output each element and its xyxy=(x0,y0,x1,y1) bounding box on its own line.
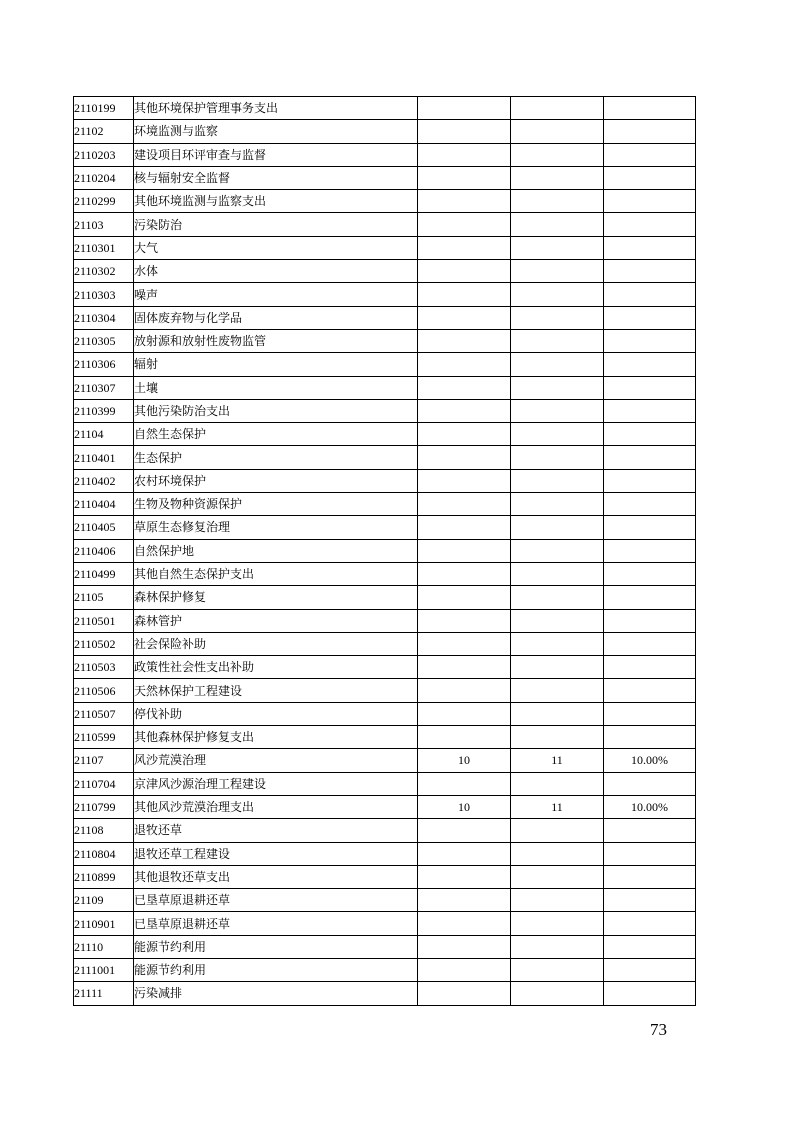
value-cell-1 xyxy=(418,772,511,795)
table-row xyxy=(74,842,696,865)
value-cell-2 xyxy=(511,632,604,655)
table-row xyxy=(74,982,696,1005)
name-cell: 其他污染防治支出 xyxy=(134,399,418,422)
value-cell-2 xyxy=(511,702,604,725)
value-cell-3 xyxy=(604,329,696,352)
code-cell: 2110402 xyxy=(74,469,134,492)
code-cell: 2110299 xyxy=(74,190,134,213)
name-cell: 自然保护地 xyxy=(134,539,418,562)
code-cell: 2110599 xyxy=(74,726,134,749)
value-cell-2 xyxy=(511,562,604,585)
name-cell: 生态保护 xyxy=(134,446,418,469)
value-cell-3 xyxy=(604,143,696,166)
value-cell-1 xyxy=(418,656,511,679)
value-cell-2 xyxy=(511,283,604,306)
value-cell-1 xyxy=(418,702,511,725)
code-cell: 2110303 xyxy=(74,283,134,306)
name-cell: 农村环境保护 xyxy=(134,469,418,492)
value-cell-3 xyxy=(604,376,696,399)
code-cell: 21107 xyxy=(74,749,134,772)
value-cell-1 xyxy=(418,912,511,935)
table-row xyxy=(74,399,696,422)
name-cell: 其他森林保护修复支出 xyxy=(134,726,418,749)
table-row xyxy=(74,632,696,655)
table-row xyxy=(74,772,696,795)
name-cell: 京津风沙源治理工程建设 xyxy=(134,772,418,795)
value-cell-3 xyxy=(604,260,696,283)
name-cell: 森林保护修复 xyxy=(134,586,418,609)
value-cell-1 xyxy=(418,982,511,1005)
value-cell-2 xyxy=(511,656,604,679)
value-cell-2 xyxy=(511,190,604,213)
code-cell: 2110304 xyxy=(74,306,134,329)
code-cell: 21111 xyxy=(74,982,134,1005)
value-cell-3 xyxy=(604,982,696,1005)
value-cell-1 xyxy=(418,143,511,166)
table-row xyxy=(74,539,696,562)
value-cell-3: 10.00% xyxy=(604,749,696,772)
value-cell-1 xyxy=(418,493,511,516)
table-row xyxy=(74,749,696,772)
name-cell: 已垦草原退耕还草 xyxy=(134,889,418,912)
code-cell: 2110799 xyxy=(74,795,134,818)
name-cell: 政策性社会性支出补助 xyxy=(134,656,418,679)
value-cell-3 xyxy=(604,726,696,749)
code-cell: 2110302 xyxy=(74,260,134,283)
name-cell: 土壤 xyxy=(134,376,418,399)
code-cell: 2110301 xyxy=(74,236,134,259)
value-cell-1: 10 xyxy=(418,749,511,772)
table-row xyxy=(74,97,696,120)
code-cell: 21108 xyxy=(74,819,134,842)
value-cell-1 xyxy=(418,586,511,609)
table-row xyxy=(74,562,696,585)
name-cell: 放射源和放射性废物监管 xyxy=(134,329,418,352)
value-cell-3 xyxy=(604,912,696,935)
value-cell-2 xyxy=(511,958,604,981)
value-cell-2 xyxy=(511,539,604,562)
value-cell-2 xyxy=(511,516,604,539)
value-cell-1 xyxy=(418,283,511,306)
value-cell-1 xyxy=(418,819,511,842)
value-cell-3 xyxy=(604,213,696,236)
value-cell-2 xyxy=(511,399,604,422)
value-cell-3 xyxy=(604,935,696,958)
table-row xyxy=(74,236,696,259)
value-cell-2 xyxy=(511,236,604,259)
name-cell: 大气 xyxy=(134,236,418,259)
value-cell-3 xyxy=(604,236,696,259)
value-cell-2 xyxy=(511,609,604,632)
value-cell-3 xyxy=(604,353,696,376)
code-cell: 21103 xyxy=(74,213,134,236)
name-cell: 能源节约利用 xyxy=(134,935,418,958)
value-cell-1 xyxy=(418,306,511,329)
table-row xyxy=(74,935,696,958)
value-cell-2 xyxy=(511,329,604,352)
value-cell-3 xyxy=(604,656,696,679)
value-cell-1 xyxy=(418,679,511,702)
table-row xyxy=(74,726,696,749)
name-cell: 环境监测与监察 xyxy=(134,120,418,143)
value-cell-1 xyxy=(418,353,511,376)
code-cell: 2110203 xyxy=(74,143,134,166)
table-row xyxy=(74,889,696,912)
name-cell: 其他退牧还草支出 xyxy=(134,865,418,888)
code-cell: 2110404 xyxy=(74,493,134,516)
code-cell: 2110399 xyxy=(74,399,134,422)
name-cell: 其他风沙荒漠治理支出 xyxy=(134,795,418,818)
code-cell: 2110405 xyxy=(74,516,134,539)
value-cell-2 xyxy=(511,679,604,702)
value-cell-1 xyxy=(418,516,511,539)
table-body xyxy=(74,97,696,1006)
name-cell: 森林管护 xyxy=(134,609,418,632)
value-cell-1 xyxy=(418,726,511,749)
name-cell: 建设项目环评审查与监督 xyxy=(134,143,418,166)
table-row xyxy=(74,609,696,632)
table-row xyxy=(74,423,696,446)
code-cell: 2110306 xyxy=(74,353,134,376)
name-cell: 核与辐射安全监督 xyxy=(134,166,418,189)
name-cell: 风沙荒漠治理 xyxy=(134,749,418,772)
code-cell: 21105 xyxy=(74,586,134,609)
value-cell-1 xyxy=(418,446,511,469)
name-cell: 其他环境监测与监察支出 xyxy=(134,190,418,213)
table-row xyxy=(74,143,696,166)
value-cell-3 xyxy=(604,97,696,120)
table-row xyxy=(74,376,696,399)
name-cell: 已垦草原退耕还草 xyxy=(134,912,418,935)
table-row xyxy=(74,166,696,189)
name-cell: 社会保险补助 xyxy=(134,632,418,655)
value-cell-1 xyxy=(418,865,511,888)
value-cell-3 xyxy=(604,516,696,539)
value-cell-1 xyxy=(418,329,511,352)
value-cell-3 xyxy=(604,562,696,585)
value-cell-3 xyxy=(604,493,696,516)
code-cell: 2110199 xyxy=(74,97,134,120)
name-cell: 辐射 xyxy=(134,353,418,376)
value-cell-2 xyxy=(511,446,604,469)
table-row xyxy=(74,516,696,539)
code-cell: 21109 xyxy=(74,889,134,912)
value-cell-2 xyxy=(511,376,604,399)
value-cell-3 xyxy=(604,306,696,329)
value-cell-2 xyxy=(511,120,604,143)
code-cell: 2110507 xyxy=(74,702,134,725)
value-cell-3 xyxy=(604,120,696,143)
table-row xyxy=(74,656,696,679)
table-row xyxy=(74,586,696,609)
value-cell-2 xyxy=(511,865,604,888)
name-cell: 停伐补助 xyxy=(134,702,418,725)
value-cell-3 xyxy=(604,469,696,492)
value-cell-3 xyxy=(604,842,696,865)
value-cell-2 xyxy=(511,726,604,749)
name-cell: 其他自然生态保护支出 xyxy=(134,562,418,585)
value-cell-1 xyxy=(418,562,511,585)
code-cell: 2110501 xyxy=(74,609,134,632)
code-cell: 2110901 xyxy=(74,912,134,935)
value-cell-3: 10.00% xyxy=(604,795,696,818)
value-cell-1 xyxy=(418,609,511,632)
value-cell-2 xyxy=(511,912,604,935)
code-cell: 2110506 xyxy=(74,679,134,702)
name-cell: 其他环境保护管理事务支出 xyxy=(134,97,418,120)
value-cell-1 xyxy=(418,120,511,143)
value-cell-2 xyxy=(511,353,604,376)
value-cell-3 xyxy=(604,958,696,981)
value-cell-1 xyxy=(418,260,511,283)
value-cell-2 xyxy=(511,260,604,283)
table-row xyxy=(74,819,696,842)
name-cell: 草原生态修复治理 xyxy=(134,516,418,539)
value-cell-2 xyxy=(511,935,604,958)
page-number: 73 xyxy=(650,1020,667,1039)
value-cell-2 xyxy=(511,306,604,329)
code-cell: 2110406 xyxy=(74,539,134,562)
value-cell-3 xyxy=(604,399,696,422)
value-cell-2 xyxy=(511,469,604,492)
value-cell-3 xyxy=(604,679,696,702)
value-cell-1 xyxy=(418,958,511,981)
value-cell-2 xyxy=(511,97,604,120)
value-cell-3 xyxy=(604,772,696,795)
value-cell-1 xyxy=(418,842,511,865)
value-cell-2 xyxy=(511,586,604,609)
table-row xyxy=(74,702,696,725)
code-cell: 2110401 xyxy=(74,446,134,469)
name-cell: 噪声 xyxy=(134,283,418,306)
table-row xyxy=(74,353,696,376)
code-cell: 2110305 xyxy=(74,329,134,352)
table-row xyxy=(74,283,696,306)
code-cell: 21110 xyxy=(74,935,134,958)
value-cell-1 xyxy=(418,190,511,213)
name-cell: 退牧还草 xyxy=(134,819,418,842)
code-cell: 2110502 xyxy=(74,632,134,655)
value-cell-2 xyxy=(511,493,604,516)
value-cell-1 xyxy=(418,97,511,120)
value-cell-3 xyxy=(604,609,696,632)
table-row xyxy=(74,679,696,702)
value-cell-3 xyxy=(604,702,696,725)
budget-table xyxy=(73,96,696,1006)
value-cell-1 xyxy=(418,376,511,399)
table-row xyxy=(74,213,696,236)
table-row xyxy=(74,190,696,213)
value-cell-3 xyxy=(604,166,696,189)
code-cell: 2110503 xyxy=(74,656,134,679)
table-row xyxy=(74,865,696,888)
code-cell: 2110704 xyxy=(74,772,134,795)
value-cell-3 xyxy=(604,889,696,912)
table-row xyxy=(74,493,696,516)
value-cell-1 xyxy=(418,236,511,259)
value-cell-2 xyxy=(511,889,604,912)
table-row xyxy=(74,260,696,283)
value-cell-3 xyxy=(604,423,696,446)
value-cell-2: 11 xyxy=(511,749,604,772)
value-cell-3 xyxy=(604,446,696,469)
value-cell-3 xyxy=(604,865,696,888)
name-cell: 水体 xyxy=(134,260,418,283)
code-cell: 2110307 xyxy=(74,376,134,399)
value-cell-2 xyxy=(511,143,604,166)
table-row xyxy=(74,912,696,935)
value-cell-2 xyxy=(511,842,604,865)
name-cell: 能源节约利用 xyxy=(134,958,418,981)
code-cell: 2110899 xyxy=(74,865,134,888)
value-cell-1 xyxy=(418,889,511,912)
code-cell: 21104 xyxy=(74,423,134,446)
value-cell-1: 10 xyxy=(418,795,511,818)
name-cell: 生物及物种资源保护 xyxy=(134,493,418,516)
value-cell-3 xyxy=(604,819,696,842)
value-cell-2 xyxy=(511,213,604,236)
name-cell: 固体废弃物与化学品 xyxy=(134,306,418,329)
value-cell-1 xyxy=(418,539,511,562)
value-cell-3 xyxy=(604,283,696,306)
value-cell-1 xyxy=(418,935,511,958)
value-cell-3 xyxy=(604,632,696,655)
value-cell-2 xyxy=(511,982,604,1005)
code-cell: 2110804 xyxy=(74,842,134,865)
table-row xyxy=(74,795,696,818)
value-cell-2 xyxy=(511,166,604,189)
value-cell-1 xyxy=(418,632,511,655)
value-cell-1 xyxy=(418,469,511,492)
value-cell-1 xyxy=(418,423,511,446)
code-cell: 2110204 xyxy=(74,166,134,189)
value-cell-2 xyxy=(511,819,604,842)
table-row xyxy=(74,469,696,492)
value-cell-3 xyxy=(604,190,696,213)
code-cell: 21102 xyxy=(74,120,134,143)
code-cell: 2110499 xyxy=(74,562,134,585)
value-cell-2 xyxy=(511,772,604,795)
value-cell-3 xyxy=(604,539,696,562)
name-cell: 污染防治 xyxy=(134,213,418,236)
value-cell-2: 11 xyxy=(511,795,604,818)
name-cell: 天然林保护工程建设 xyxy=(134,679,418,702)
value-cell-3 xyxy=(604,586,696,609)
value-cell-1 xyxy=(418,399,511,422)
table-row xyxy=(74,306,696,329)
value-cell-2 xyxy=(511,423,604,446)
table-row xyxy=(74,120,696,143)
name-cell: 污染减排 xyxy=(134,982,418,1005)
table-row xyxy=(74,329,696,352)
table-row xyxy=(74,446,696,469)
name-cell: 退牧还草工程建设 xyxy=(134,842,418,865)
code-cell: 2111001 xyxy=(74,958,134,981)
value-cell-1 xyxy=(418,166,511,189)
value-cell-1 xyxy=(418,213,511,236)
name-cell: 自然生态保护 xyxy=(134,423,418,446)
table-row xyxy=(74,958,696,981)
